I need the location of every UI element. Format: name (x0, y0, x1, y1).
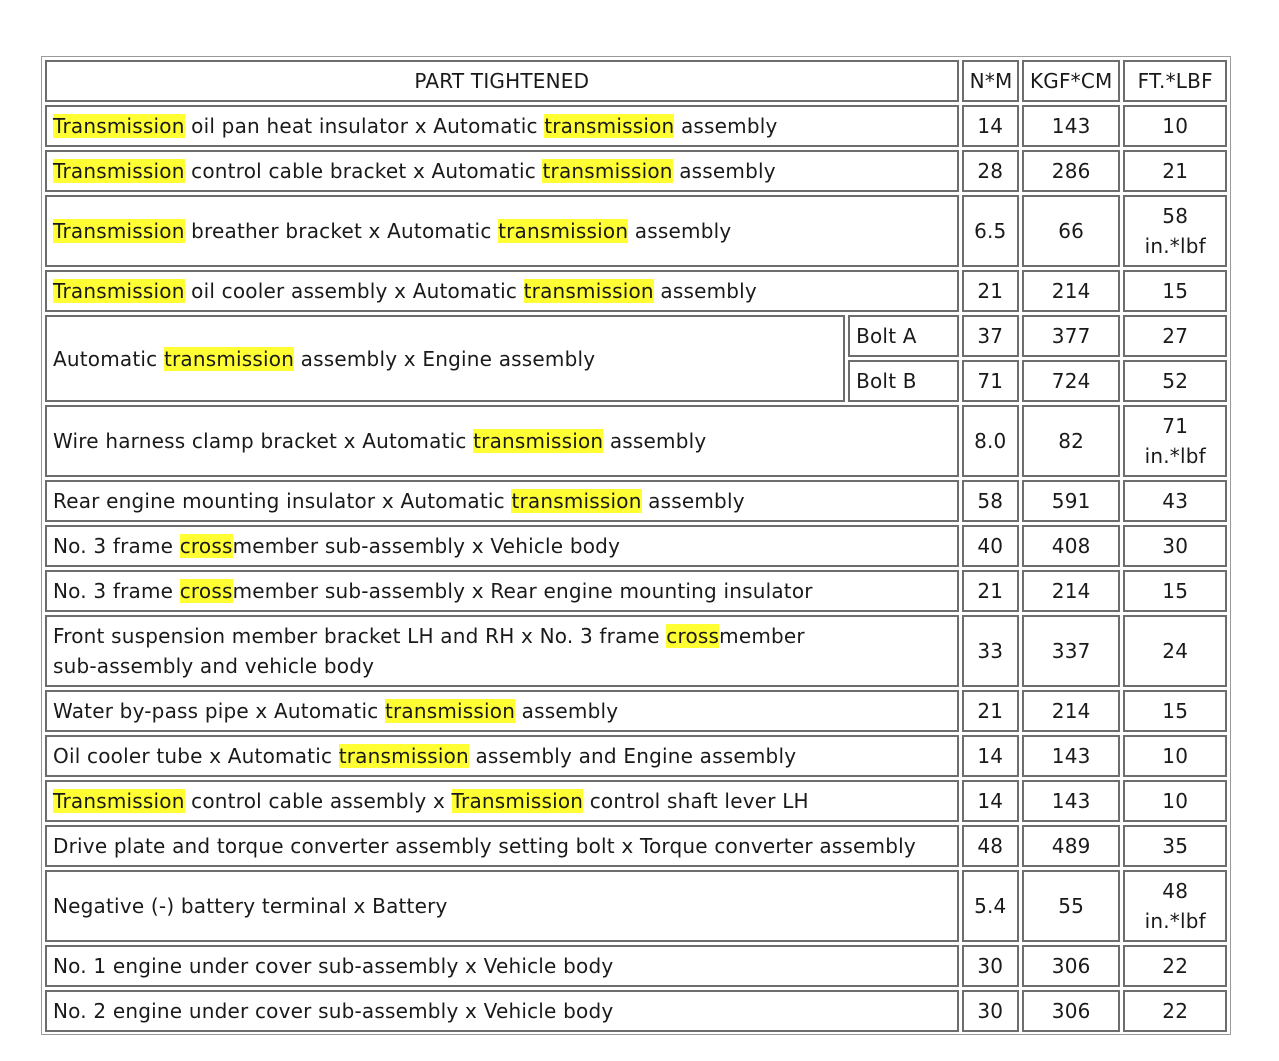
part-tightened-cell (45, 990, 959, 1032)
part-tightened-cell (45, 735, 959, 777)
part-text: assembly (628, 219, 732, 243)
header-ft-lbf: FT.*LBF (1123, 60, 1227, 102)
ft-lbf-value: 48 (1162, 879, 1189, 903)
highlighted-term: Transmission (53, 789, 185, 813)
part-tightened-cell (45, 615, 959, 687)
table-row (45, 690, 1227, 732)
torque-nm: 8.0 (962, 405, 1019, 477)
table-row (45, 570, 1227, 612)
torque-ft-lbf (1123, 405, 1227, 477)
part-tightened-cell (45, 945, 959, 987)
part-tightened-cell (45, 870, 959, 942)
highlighted-term: transmission (473, 429, 604, 453)
highlighted-term: transmission (384, 699, 516, 723)
part-tightened-cell (45, 780, 959, 822)
highlighted-term: Transmission (53, 159, 185, 183)
torque-nm: 48 (962, 825, 1019, 867)
torque-kgf-cm: 82 (1022, 405, 1121, 477)
torque-ft-lbf (1123, 105, 1227, 147)
ft-lbf-unit: in.*lbf (1144, 234, 1206, 258)
part-text: oil pan heat insulator x Automatic (184, 114, 545, 138)
ft-lbf-unit: in.*lbf (1144, 444, 1206, 468)
table-header-row (45, 60, 1227, 102)
torque-kgf-cm: 214 (1022, 270, 1121, 312)
torque-ft-lbf: 52 (1123, 360, 1227, 402)
torque-kgf-cm: 143 (1022, 735, 1121, 777)
torque-nm: 6.5 (962, 195, 1019, 267)
ft-lbf-value: 10 (1162, 744, 1189, 768)
torque-nm: 30 (962, 990, 1019, 1032)
part-tightened-cell (45, 315, 845, 402)
ft-lbf-value: 35 (1162, 834, 1189, 858)
torque-nm: 30 (962, 945, 1019, 987)
torque-nm: 5.4 (962, 870, 1019, 942)
torque-ft-lbf (1123, 990, 1227, 1032)
part-text: No. 2 engine under cover sub-assembly x Vehicle body (53, 999, 614, 1023)
highlighted-term: Transmission (53, 219, 185, 243)
highlighted-term: transmission (542, 159, 673, 183)
torque-ft-lbf (1123, 690, 1227, 732)
torque-ft-lbf (1123, 825, 1227, 867)
part-text: control cable bracket x Automatic (184, 159, 543, 183)
part-tightened-cell (45, 570, 959, 612)
table-row (45, 480, 1227, 522)
part-text: assembly x Engine assembly (294, 346, 596, 371)
highlighted-term: transmission (523, 279, 654, 303)
part-tightened-cell (45, 690, 959, 732)
torque-kgf-cm: 55 (1022, 870, 1121, 942)
part-tightened-cell (45, 195, 959, 267)
part-text: assembly (653, 279, 757, 303)
torque-ft-lbf (1123, 480, 1227, 522)
ft-lbf-value: 15 (1162, 279, 1189, 303)
torque-ft-lbf (1123, 945, 1227, 987)
part-tightened-cell (45, 150, 959, 192)
part-text: No. 3 frame (53, 579, 180, 603)
ft-lbf-value: 21 (1162, 159, 1189, 183)
torque-kgf-cm: 489 (1022, 825, 1121, 867)
ft-lbf-value: 22 (1162, 999, 1189, 1023)
torque-specification-table-frame (41, 56, 1231, 1035)
torque-nm: 21 (962, 690, 1019, 732)
torque-ft-lbf (1123, 780, 1227, 822)
torque-nm: 14 (962, 735, 1019, 777)
highlighted-term: transmission (338, 744, 469, 768)
torque-kgf-cm: 408 (1022, 525, 1121, 567)
torque-kgf-cm: 337 (1022, 615, 1121, 687)
part-tightened-cell (45, 270, 959, 312)
highlighted-term: cross (179, 534, 233, 558)
part-text: sub-assembly and vehicle body (53, 654, 375, 678)
part-text: assembly (515, 699, 619, 723)
table-row (45, 945, 1227, 987)
part-text: Water by-pass pipe x Automatic (53, 699, 385, 723)
highlighted-term: transmission (163, 346, 295, 371)
part-tightened-cell (45, 105, 959, 147)
torque-ft-lbf (1123, 570, 1227, 612)
ft-lbf-value: 15 (1162, 699, 1189, 723)
highlighted-term: transmission (498, 219, 629, 243)
table-row (45, 195, 1227, 267)
table-row (45, 615, 1227, 687)
ft-lbf-unit: in.*lbf (1144, 909, 1206, 933)
highlighted-term: Transmission (53, 114, 185, 138)
part-text: Rear engine mounting insulator x Automatic (53, 489, 512, 513)
torque-kgf-cm: 214 (1022, 570, 1121, 612)
table-row (45, 525, 1227, 567)
highlighted-term: Transmission (53, 279, 185, 303)
table-row (45, 150, 1227, 192)
table-row (45, 735, 1227, 777)
torque-kgf-cm: 214 (1022, 690, 1121, 732)
highlighted-term: cross (666, 624, 720, 648)
part-text: No. 1 engine under cover sub-assembly x Vehicle body (53, 954, 614, 978)
torque-nm: 14 (962, 105, 1019, 147)
part-text: member sub-assembly x Rear engine mounting insulator (232, 579, 813, 603)
part-text: assembly (603, 429, 707, 453)
ft-lbf-value: 30 (1162, 534, 1189, 558)
part-text: Front suspension member bracket LH and RH x No. 3 frame (53, 624, 667, 648)
ft-lbf-value: 22 (1162, 954, 1189, 978)
header-kgf-cm: KGF*CM (1022, 60, 1121, 102)
highlighted-term: cross (179, 579, 233, 603)
table-row (45, 270, 1227, 312)
part-text: assembly (674, 114, 778, 138)
torque-kgf-cm: 724 (1022, 360, 1121, 402)
torque-ft-lbf (1123, 615, 1227, 687)
torque-kgf-cm: 306 (1022, 945, 1121, 987)
part-text: assembly (672, 159, 776, 183)
part-text: Automatic (53, 346, 164, 371)
ft-lbf-value: 58 (1162, 204, 1189, 228)
torque-nm: 40 (962, 525, 1019, 567)
part-text: Drive plate and torque converter assembly setting bolt x Torque converter assembly (53, 834, 916, 858)
part-text: assembly and Engine assembly (468, 744, 797, 768)
part-text: assembly (641, 489, 745, 513)
part-text: No. 3 frame (53, 534, 180, 558)
torque-nm: 37 (962, 315, 1019, 357)
highlighted-term: transmission (511, 489, 642, 513)
part-tightened-cell (45, 480, 959, 522)
ft-lbf-value: 15 (1162, 579, 1189, 603)
table-row (45, 315, 1227, 357)
torque-nm: 58 (962, 480, 1019, 522)
ft-lbf-value: 71 (1162, 414, 1189, 438)
table-row (45, 105, 1227, 147)
torque-nm: 71 (962, 360, 1019, 402)
torque-ft-lbf (1123, 735, 1227, 777)
torque-nm: 21 (962, 570, 1019, 612)
part-tightened-cell (45, 525, 959, 567)
torque-ft-lbf (1123, 195, 1227, 267)
part-text: oil cooler assembly x Automatic (184, 279, 524, 303)
table-row (45, 990, 1227, 1032)
part-text: Negative (-) battery terminal x Battery (53, 894, 448, 918)
header-part-tightened: PART TIGHTENED (45, 60, 959, 102)
torque-kgf-cm: 591 (1022, 480, 1121, 522)
torque-kgf-cm: 143 (1022, 105, 1121, 147)
torque-kgf-cm: 286 (1022, 150, 1121, 192)
part-text: member (719, 624, 805, 648)
ft-lbf-value: 10 (1162, 789, 1189, 813)
bolt-label: Bolt B (848, 360, 959, 402)
ft-lbf-value: 10 (1162, 114, 1189, 138)
ft-lbf-value: 24 (1162, 639, 1189, 663)
part-tightened-cell (45, 405, 959, 477)
highlighted-term: Transmission (451, 789, 584, 813)
torque-nm: 33 (962, 615, 1019, 687)
part-text: Oil cooler tube x Automatic (53, 744, 339, 768)
torque-ft-lbf (1123, 150, 1227, 192)
torque-kgf-cm: 143 (1022, 780, 1121, 822)
torque-nm: 14 (962, 780, 1019, 822)
torque-kgf-cm: 306 (1022, 990, 1121, 1032)
part-text: member sub-assembly x Vehicle body (232, 534, 621, 558)
torque-nm: 28 (962, 150, 1019, 192)
table-row (45, 825, 1227, 867)
part-text: breather bracket x Automatic (184, 219, 499, 243)
highlighted-term: transmission (544, 114, 675, 138)
bolt-label: Bolt A (848, 315, 959, 357)
table-row (45, 780, 1227, 822)
torque-kgf-cm: 377 (1022, 315, 1121, 357)
torque-kgf-cm: 66 (1022, 195, 1121, 267)
torque-ft-lbf: 27 (1123, 315, 1227, 357)
ft-lbf-value: 43 (1162, 489, 1189, 513)
part-text: control shaft lever LH (583, 789, 809, 813)
torque-ft-lbf (1123, 870, 1227, 942)
header-nm: N*M (962, 60, 1019, 102)
torque-ft-lbf (1123, 270, 1227, 312)
table-row (45, 870, 1227, 942)
torque-ft-lbf (1123, 525, 1227, 567)
torque-specification-table (42, 57, 1230, 1035)
part-text: control cable assembly x (184, 789, 452, 813)
part-text: Wire harness clamp bracket x Automatic (53, 429, 474, 453)
torque-nm: 21 (962, 270, 1019, 312)
part-tightened-cell (45, 825, 959, 867)
table-row (45, 405, 1227, 477)
